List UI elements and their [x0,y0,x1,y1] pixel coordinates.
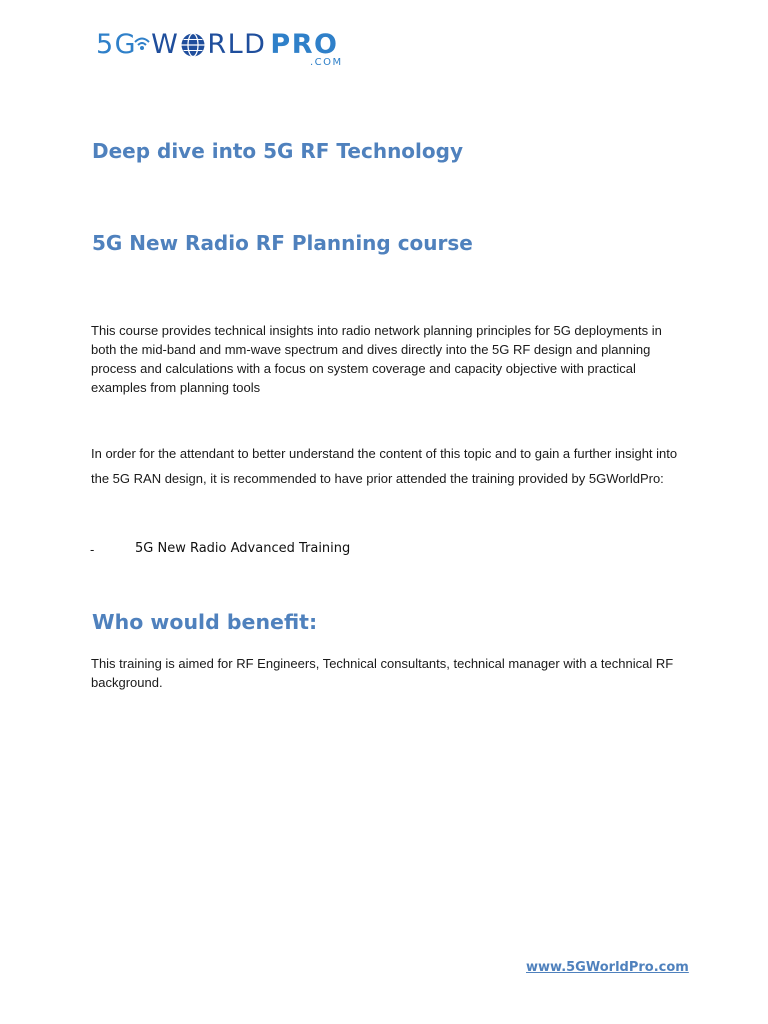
logo-com: .COM [310,57,343,68]
logo-wordmark [96,28,338,62]
website-link[interactable]: www.5GWorldPro.com [526,960,689,975]
logo-w: W [151,29,180,60]
course-title: 5G New Radio RF Planning course [92,231,473,255]
brand-logo[interactable] [96,28,356,72]
wifi-icon [133,34,151,56]
benefit-heading: Who would benefit: [92,610,318,634]
intro-paragraph: This course provides technical insights into radio network planning principles for 5G deployments in both the mid-band and mm-wave spectrum and dives directly into the 5G RF design and planning process and calculations with a focus on system coverage and capacity objective with practical examples from planning tools [91,323,662,395]
globe-icon [180,32,206,58]
prerequisite-course-item: 5G New Radio Advanced Training [135,541,351,556]
benefit-paragraph: This training is aimed for RF Engineers, Technical consultants, technical manager with a technical RF background. [91,656,674,690]
logo-rld: RLD [207,29,267,60]
bullet-marker: - [90,542,95,557]
prerequisite-paragraph: In order for the attendant to better understand the content of this topic and to gain a further insight into the 5G RAN design, it is recommended to have prior attended the training provided by 5GWorldPro: [91,446,678,486]
logo-prefix: 5G [96,29,138,60]
page-title: Deep dive into 5G RF Technology [92,139,463,163]
logo-pro: PRO [270,29,339,60]
